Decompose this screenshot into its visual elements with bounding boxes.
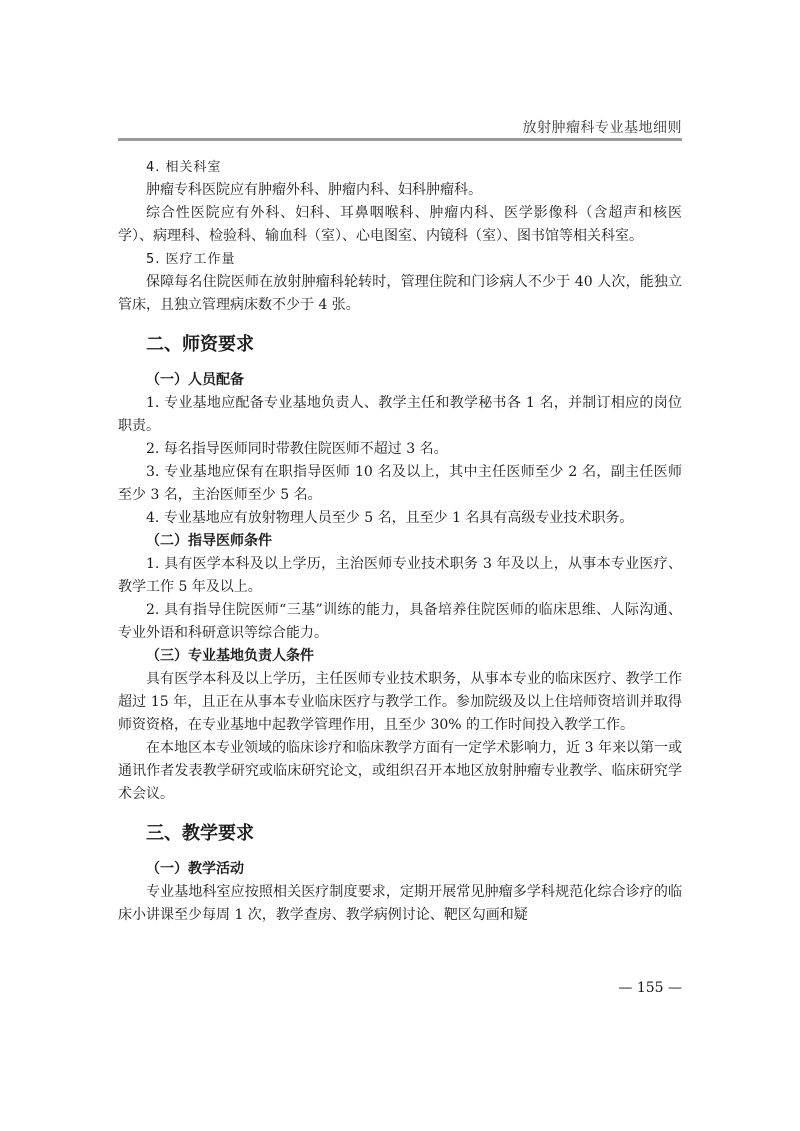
paragraph: 1. 专业基地应配备专业基地负责人、教学主任和教学秘书各 1 名，并制订相应的岗位职责。: [118, 395, 682, 434]
subheading-head-conditions: （三）专业基地负责人条件: [146, 648, 314, 664]
paragraph: 保障每名住院医师在放射肿瘤科轮转时，管理住院和门诊病人不少于 40 人次，能独立管床，且独立管理病床数不少于 4 张。: [118, 274, 682, 313]
paragraph: 2. 每名指导医师同时带教住院医师不超过 3 名。: [146, 441, 448, 457]
subheading-staffing: （一）人员配备: [146, 372, 244, 388]
section-heading-related-departments: 4. 相关科室: [146, 160, 222, 175]
chapter-heading-teachers: 二、师资要求: [146, 334, 254, 355]
section-heading-workload: 5. 医疗工作量: [146, 252, 236, 267]
paragraph: 4. 专业基地应有放射物理人员至少 5 名，且至少 1 名具有高级专业技术职务。: [146, 510, 634, 526]
header-title: 放射肿瘤科专业基地细则: [522, 120, 682, 136]
paragraph: 在本地区本专业领域的临床诊疗和临床教学方面有一定学术影响力，近 3 年来以第一或通讯作者发表教学研究或临床研究论文，或组织召开本地区放射肿瘤专业教学、临床研究学术会议。: [118, 740, 682, 802]
subheading-teaching-activities: （一）教学活动: [146, 861, 244, 877]
header-rule: [118, 138, 682, 141]
paragraph: 专业基地科室应按照相关医疗制度要求，定期开展常见肿瘤多学科规范化综合诊疗的临床小讲课至少每周 1 次，教学查房、教学病例讨论、靶区勾画和疑: [118, 884, 682, 923]
paragraph: 肿瘤专科医院应有肿瘤外科、肿瘤内科、妇科肿瘤科。: [146, 182, 482, 198]
paragraph: 具有医学本科及以上学历，主任医师专业技术职务，从事本专业的临床医疗、教学工作超过 15 年，且正在从事本专业临床医疗与教学工作。参加院级及以上住培师资培训并取得师资资格，在专业基地中起教学管理作用，且至少 30% 的工作时间投入教学工作。: [118, 671, 682, 733]
paragraph: 综合性医院应有外科、妇科、耳鼻咽喉科、肿瘤内科、医学影像科（含超声和核医学）、病理科、检验科、输血科（室）、心电图室、内镜科（室）、图书馆等相关科室。: [118, 205, 682, 244]
paragraph: 3. 专业基地应保有在职指导医师 10 名及以上，其中主任医师至少 2 名，副主任医师至少 3 名，主治医师至少 5 名。: [118, 464, 682, 503]
paragraph: 1. 具有医学本科及以上学历，主治医师专业技术职务 3 年及以上，从事本专业医疗、教学工作 5 年及以上。: [118, 556, 682, 595]
chapter-heading-teaching: 三、教学要求: [146, 823, 254, 844]
page-number: — 155 —: [618, 980, 682, 996]
page-body: [118, 156, 682, 927]
subheading-mentor-conditions: （二）指导医师条件: [146, 533, 272, 549]
paragraph: 2. 具有指导住院医师“三基”训练的能力，具备培养住院医师的临床思维、人际沟通、专业外语和科研意识等综合能力。: [118, 602, 682, 641]
